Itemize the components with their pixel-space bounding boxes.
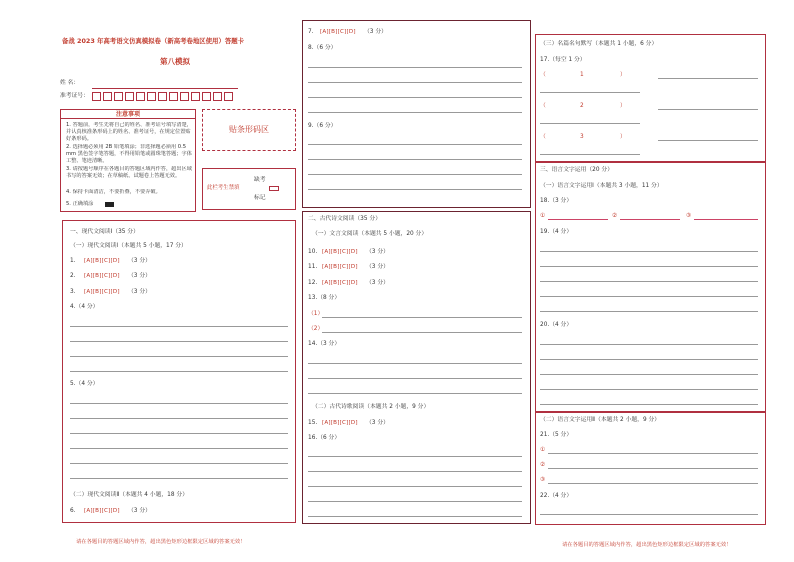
q5-line[interactable] [70, 478, 288, 479]
sec1-sub2: （二）现代文阅读Ⅱ（本题共 4 小题，18 分） [70, 492, 188, 498]
q1-choices[interactable]: [A][B][C][D] [84, 258, 120, 264]
exam-no-boxes[interactable] [92, 92, 238, 102]
q13-item-1: （1） [308, 311, 324, 317]
q7-score: （3 分） [364, 29, 387, 35]
q10-choices[interactable]: [A][B][C][D] [322, 249, 358, 255]
q17-blank-2-num: 2 [580, 103, 584, 109]
q4-line[interactable] [70, 326, 288, 327]
q2-choices[interactable]: [A][B][C][D] [84, 273, 120, 279]
q11-number: 11. [308, 264, 318, 270]
q3-score: （3 分） [128, 289, 151, 295]
absent-checkbox[interactable] [269, 186, 279, 191]
q13-item-2: （2） [308, 326, 324, 332]
q17-label: 17.（每空 1 分） [540, 57, 586, 63]
q17-blank-1-num: 1 [580, 72, 584, 78]
col2-frame-bottom [302, 211, 531, 524]
footer-note-right: 请在各题目的答题区域内作答，超出黑色矩形边框限定区域的答案无效！ [562, 542, 732, 548]
q9-label: 9.（6 分） [308, 123, 337, 129]
q4-line[interactable] [70, 356, 288, 357]
notice-item-1: 1. 答题前，考生先将自己的姓名、准考证号填写清楚，并认真核准条形码上的姓名、准考证号，在规定位置贴好条形码。 [66, 122, 192, 142]
sec-poem-title: （三）名篇名句默写（本题共 1 小题，6 分） [540, 41, 658, 47]
q18-blank[interactable] [694, 219, 758, 220]
q3-number: 3. [70, 289, 76, 295]
q17-blank[interactable] [658, 78, 758, 79]
q6-number: 6. [70, 508, 76, 514]
q17-blank-2-close: ） [620, 103, 626, 109]
q14-line[interactable] [308, 363, 522, 364]
q19-line[interactable] [540, 266, 758, 267]
q5-line[interactable] [70, 418, 288, 419]
q12-score: （3 分） [366, 280, 389, 286]
notice-item-3: 3. 请按题号顺序在各题目的答题区域内作答，超出区域书写的答案无效；在草稿纸、试题卷上答题无效。 [66, 166, 192, 179]
q5-line[interactable] [70, 448, 288, 449]
q4-line[interactable] [70, 341, 288, 342]
q17-blank[interactable] [658, 140, 758, 141]
q2-score: （3 分） [128, 273, 151, 279]
q19-line[interactable] [540, 251, 758, 252]
q3-choices[interactable]: [A][B][C][D] [84, 289, 120, 295]
page-subtitle: 第八模拟 [160, 57, 190, 66]
q1-score: （3 分） [128, 258, 151, 264]
q22-line[interactable] [540, 514, 758, 515]
q21-line[interactable] [548, 453, 758, 454]
q19-line[interactable] [540, 311, 758, 312]
sec3-sub1: （一）语言文字运用Ⅰ（本题共 3 小题，11 分） [540, 183, 663, 189]
q11-choices[interactable]: [A][B][C][D] [322, 264, 358, 270]
q18-blank[interactable] [620, 219, 680, 220]
q18-mark-1: ① [540, 213, 546, 219]
q8-line[interactable] [308, 112, 522, 113]
q5-line[interactable] [70, 403, 288, 404]
q21-label: 21.（5 分） [540, 432, 573, 438]
q10-number: 10. [308, 249, 318, 255]
col3-frame-top [535, 34, 766, 162]
q5-label: 5.（4 分） [70, 381, 99, 387]
q2-number: 2. [70, 273, 76, 279]
q16-line[interactable] [308, 501, 522, 502]
sec1-sub1: （一）现代文阅读Ⅰ（本题共 5 小题，17 分） [70, 243, 187, 249]
q15-score: （3 分） [366, 420, 389, 426]
q1-number: 1. [70, 258, 76, 264]
absent-label-top: 缺考 [254, 177, 266, 183]
q8-line[interactable] [308, 97, 522, 98]
q17-blank-3-close: ） [620, 134, 626, 140]
q20-line[interactable] [540, 389, 758, 390]
q21-mark-3: ③ [540, 477, 546, 483]
q22-label: 22.（4 分） [540, 493, 573, 499]
q20-label: 20.（4 分） [540, 322, 573, 328]
q12-number: 12. [308, 280, 318, 286]
q21-line[interactable] [548, 483, 758, 484]
q18-blank[interactable] [548, 219, 608, 220]
q19-line[interactable] [540, 281, 758, 282]
q8-line[interactable] [308, 82, 522, 83]
footer-note-left: 请在各题目的答题区域内作答，超出黑色矩形边框限定区域的答案无效！ [76, 539, 246, 545]
q17-blank-3-num: 3 [580, 134, 584, 140]
q21-mark-2: ② [540, 462, 546, 468]
q17-blank-1-open: （ [540, 72, 546, 78]
q6-choices[interactable]: [A][B][C][D] [84, 508, 120, 514]
sec3-sub2: （二）语言文字运用Ⅱ（本题共 2 小题，9 分） [540, 417, 661, 423]
sec2-sub2: （二）古代诗歌阅读（本题共 2 小题，9 分） [312, 404, 430, 410]
q5-line[interactable] [70, 463, 288, 464]
q17-blank-1-close: ） [620, 72, 626, 78]
q7-number: 7. [308, 29, 314, 35]
q5-line[interactable] [70, 433, 288, 434]
q8-line[interactable] [308, 67, 522, 68]
q21-mark-1: ① [540, 447, 546, 453]
notice-item-4: 4. 保持卡面清洁，不要折叠，不要弄破。 [66, 189, 161, 195]
q9-line[interactable] [308, 189, 522, 190]
q18-mark-2: ② [612, 213, 618, 219]
sec3-title: 三、语言文字运用（20 分） [540, 167, 613, 173]
name-label: 姓 名： [60, 80, 80, 86]
sec2-sub1: （一）文言文阅读（本题共 5 小题，20 分） [312, 231, 428, 237]
q18-mark-3: ③ [686, 213, 692, 219]
q12-choices[interactable]: [A][B][C][D] [322, 280, 358, 286]
q13-label: 13.（8 分） [308, 295, 341, 301]
q8-label: 8.（6 分） [308, 45, 337, 51]
q11-score: （3 分） [366, 264, 389, 270]
q6-score: （3 分） [128, 508, 151, 514]
sec1-title: 一、现代文阅读Ⅰ（35 分） [70, 229, 139, 235]
q7-choices[interactable]: [A][B][C][D] [320, 29, 356, 35]
q16-line[interactable] [308, 471, 522, 472]
q4-line[interactable] [70, 371, 288, 372]
sec2-title: 二、古代诗文阅读（35 分） [308, 216, 381, 222]
q20-line[interactable] [540, 374, 758, 375]
barcode-area-label: 贴条形码区 [229, 125, 269, 134]
q16-line[interactable] [308, 456, 522, 457]
q17-blank[interactable] [658, 109, 758, 110]
q20-line[interactable] [540, 359, 758, 360]
q9-line[interactable] [308, 144, 522, 145]
q14-line[interactable] [308, 393, 522, 394]
notice-title: 注意事项 [61, 110, 195, 119]
q4-label: 4.（4 分） [70, 304, 99, 310]
q15-choices[interactable]: [A][B][C][D] [322, 420, 358, 426]
absent-mark-box [202, 168, 296, 210]
q13-line[interactable] [322, 317, 522, 318]
notice-item-5: 5. 正确填涂 [66, 201, 94, 207]
q13-line[interactable] [322, 332, 522, 333]
exam-no-label: 准考证号： [60, 93, 89, 99]
notice-item-2: 2. 选择题必须用 2B 铅笔填涂；非选择题必须用 0.5 mm 黑色签字笔答题，不得用铅笔或圆珠笔答题；字体工整、笔迹清晰。 [66, 144, 192, 164]
page-title: 备战 2023 年高考语文仿真模拟卷（新高考卷地区使用）答题卡 [62, 37, 245, 45]
q17-blank[interactable] [540, 154, 640, 155]
filled-sample-mark [105, 202, 114, 207]
q16-line[interactable] [308, 486, 522, 487]
notice-box [60, 109, 196, 212]
name-field[interactable] [92, 88, 238, 89]
q21-line[interactable] [548, 468, 758, 469]
q17-blank[interactable] [540, 92, 640, 93]
absent-label-bottom: 标记 [254, 195, 266, 201]
q14-line[interactable] [308, 378, 522, 379]
q16-line[interactable] [308, 516, 522, 517]
q10-score: （3 分） [366, 249, 389, 255]
q18-label: 18.（3 分） [540, 198, 573, 204]
q9-line[interactable] [308, 159, 522, 160]
q17-blank-3-open: （ [540, 134, 546, 140]
q17-blank[interactable] [540, 123, 640, 124]
q19-label: 19.（4 分） [540, 229, 573, 235]
q16-label: 16.（6 分） [308, 435, 341, 441]
q19-line[interactable] [540, 296, 758, 297]
q14-label: 14.（3 分） [308, 341, 341, 347]
barcode-area [202, 109, 296, 151]
q20-line[interactable] [540, 344, 758, 345]
q17-blank-2-open: （ [540, 103, 546, 109]
q20-line[interactable] [540, 404, 758, 405]
q9-line[interactable] [308, 174, 522, 175]
q15-number: 15. [308, 420, 318, 426]
absent-note: 此栏考生禁填 [207, 185, 240, 191]
